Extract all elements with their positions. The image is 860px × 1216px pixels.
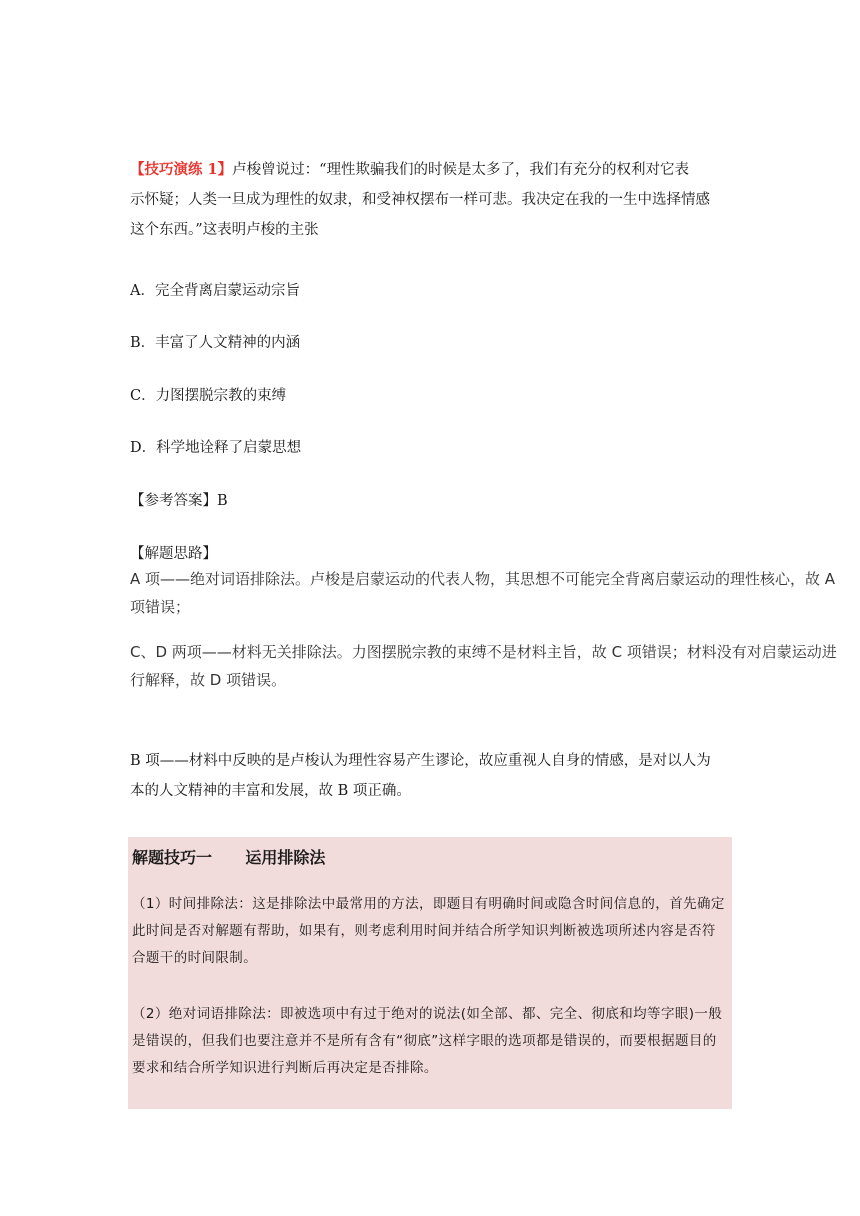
option-a: A．完全背离启蒙运动宗旨 [130,283,300,299]
option-b: B．丰富了人文精神的内涵 [130,335,301,351]
question-line-1: 卢梭曾说过：“理性欺骗我们的时候是太多了，我们有充分的权利对它表 [232,162,690,178]
tip-box [128,837,732,1109]
question-line-3: 这个东西。”这表明卢梭的主张 [130,222,319,238]
analysis-block-b [130,746,740,806]
analysis-heading: 【解题思路】 [130,546,217,562]
analysis-b-line-1: B 项——材料中反映的是卢梭认为理性容易产生谬论，故应重视人自身的情感，是对以人为 [130,753,711,769]
reference-answer: 【参考答案】B [130,493,228,509]
analysis-cd-line-1: C、D 两项——材料无关排除法。力图摆脱宗教的束缚不是材料主旨，故 C 项错误；材料没有对启蒙运动进 [130,643,837,661]
question-line-2: 示怀疑；人类一旦成为理性的奴隶，和受神权摆布一样可悲。我决定在我的一生中选择情感 [130,192,710,208]
analysis-b-line-2: 本的人文精神的丰富和发展，故 B 项正确。 [130,783,411,799]
analysis-cd-line-2: 行解释，故 D 项错误。 [130,671,287,689]
tip-paragraph-2: （2）绝对词语排除法：即被选项中有过于绝对的说法(如全部、都、完全、彻底和均等字眼)一般是错误的，但我们也要注意并不是所有含有“彻底”这样字眼的选项都是错误的，而要根据题目的要求和结合所学知识进行判断后再决定是否排除。 [132,1006,723,1076]
analysis-block-cd [130,638,840,694]
analysis-a-line-1: A 项——绝对词语排除法。卢梭是启蒙运动的代表人物，其思想不可能完全背离启蒙运动的理性核心，故 A [130,570,836,588]
tip-box-title: 解题技巧一 运用排除法 [132,848,326,867]
question-stem [130,155,730,245]
tip-paragraph-1: （1）时间排除法：这是排除法中最常用的方法，即题目有明确时间或隐含时间信息的，首先确定此时间是否对解题有帮助，如果有，则考虑利用时间并结合所学知识判断被选项所述内容是否符合题干的时间限制。 [132,896,725,966]
analysis-a-line-2: 项错误； [130,598,191,616]
question-label: 【技巧演练 1】 [130,161,233,178]
analysis-block-a [130,565,840,621]
option-c: C．力图摆脱宗教的束缚 [130,388,287,404]
option-d: D．科学地诠释了启蒙思想 [130,440,302,456]
